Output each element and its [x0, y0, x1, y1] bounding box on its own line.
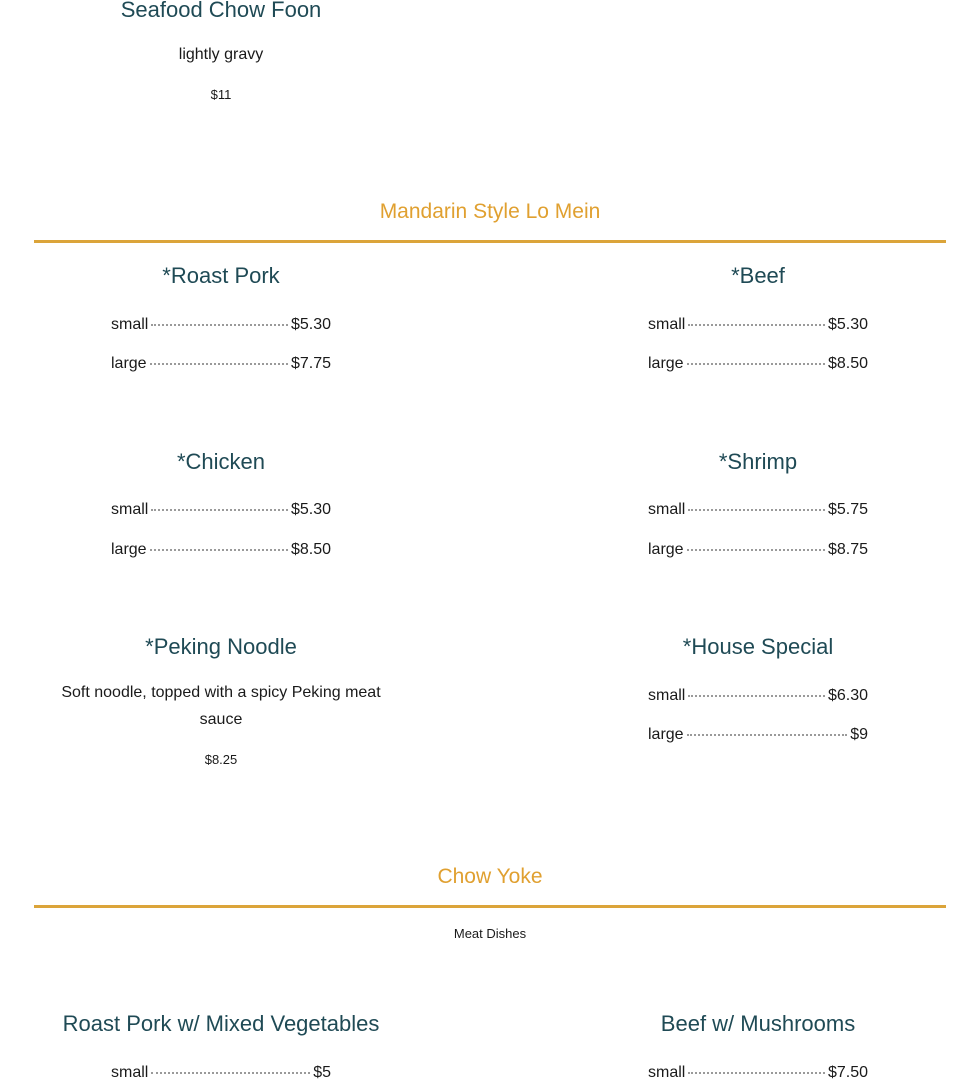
leader-dots [688, 323, 825, 326]
size-label: large [648, 541, 684, 558]
size-label: small [648, 316, 686, 333]
price-row-large [111, 355, 331, 375]
price-row-large [648, 541, 868, 561]
price-row-small [648, 1064, 868, 1084]
size-label: large [648, 355, 684, 372]
price-row-small [111, 501, 331, 521]
size-price: $8.50 [827, 355, 868, 372]
section-title-lo-mein: Mandarin Style Lo Mein [379, 200, 601, 223]
price-row-small [648, 687, 868, 707]
size-price: $5.30 [290, 316, 331, 333]
leader-dots [151, 323, 288, 326]
item-title-beef-mushrooms: Beef w/ Mushrooms [660, 1011, 856, 1036]
price-row-small [111, 316, 331, 336]
leader-dots [688, 694, 825, 697]
item-title-peking-noodle: *Peking Noodle [145, 634, 297, 659]
item-title-roast-pork-mixed-veg: Roast Pork w/ Mixed Vegetables [62, 1011, 380, 1036]
leader-dots [688, 508, 825, 511]
section-divider [34, 905, 946, 908]
size-price: $8.50 [290, 541, 331, 558]
price-row-small [111, 1064, 331, 1084]
leader-dots [687, 362, 825, 365]
price-row-small [648, 316, 868, 336]
item-description: Soft noodle, topped with a spicy Peking meat sauce [61, 684, 381, 728]
size-price: $8.75 [827, 541, 868, 558]
leader-dots [688, 1071, 825, 1074]
size-label: small [648, 501, 686, 518]
item-title-shrimp: *Shrimp [718, 449, 798, 474]
size-label: small [111, 316, 149, 333]
price-row-small [648, 501, 868, 521]
size-price: $5 [313, 1064, 331, 1081]
size-label: large [111, 355, 147, 372]
leader-dots [151, 1071, 310, 1074]
size-label: large [111, 541, 147, 558]
item-price: $11 [210, 87, 232, 102]
leader-dots [687, 548, 825, 551]
size-price: $5.30 [827, 316, 868, 333]
section-title-chow-yoke: Chow Yoke [437, 865, 543, 888]
leader-dots [687, 733, 848, 736]
size-price: $6.30 [827, 687, 868, 704]
size-label: large [648, 726, 684, 743]
size-price: $7.50 [827, 1064, 868, 1081]
section-divider [34, 240, 946, 243]
size-price: $5.75 [827, 501, 868, 518]
price-row-large [111, 541, 331, 561]
price-row-large [648, 726, 868, 746]
price-row-large [648, 355, 868, 375]
item-title-roast-pork: *Roast Pork [162, 263, 280, 288]
size-label: small [111, 1064, 149, 1081]
item-title-chicken: *Chicken [176, 449, 266, 474]
item-title-house-special: *House Special [682, 634, 834, 659]
item-title-beef: *Beef [731, 263, 785, 288]
section-subtitle: Meat Dishes [453, 926, 527, 941]
item-description: lightly gravy [178, 46, 264, 63]
size-label: small [648, 1064, 686, 1081]
leader-dots [150, 362, 288, 365]
leader-dots [150, 548, 288, 551]
size-label: small [111, 501, 149, 518]
size-price: $9 [850, 726, 868, 743]
leader-dots [151, 508, 288, 511]
item-title-seafood-chow-foon: Seafood Chow Foon [120, 0, 322, 22]
size-label: small [648, 687, 686, 704]
size-price: $7.75 [290, 355, 331, 372]
item-price: $8.25 [204, 752, 238, 767]
size-price: $5.30 [290, 501, 331, 518]
